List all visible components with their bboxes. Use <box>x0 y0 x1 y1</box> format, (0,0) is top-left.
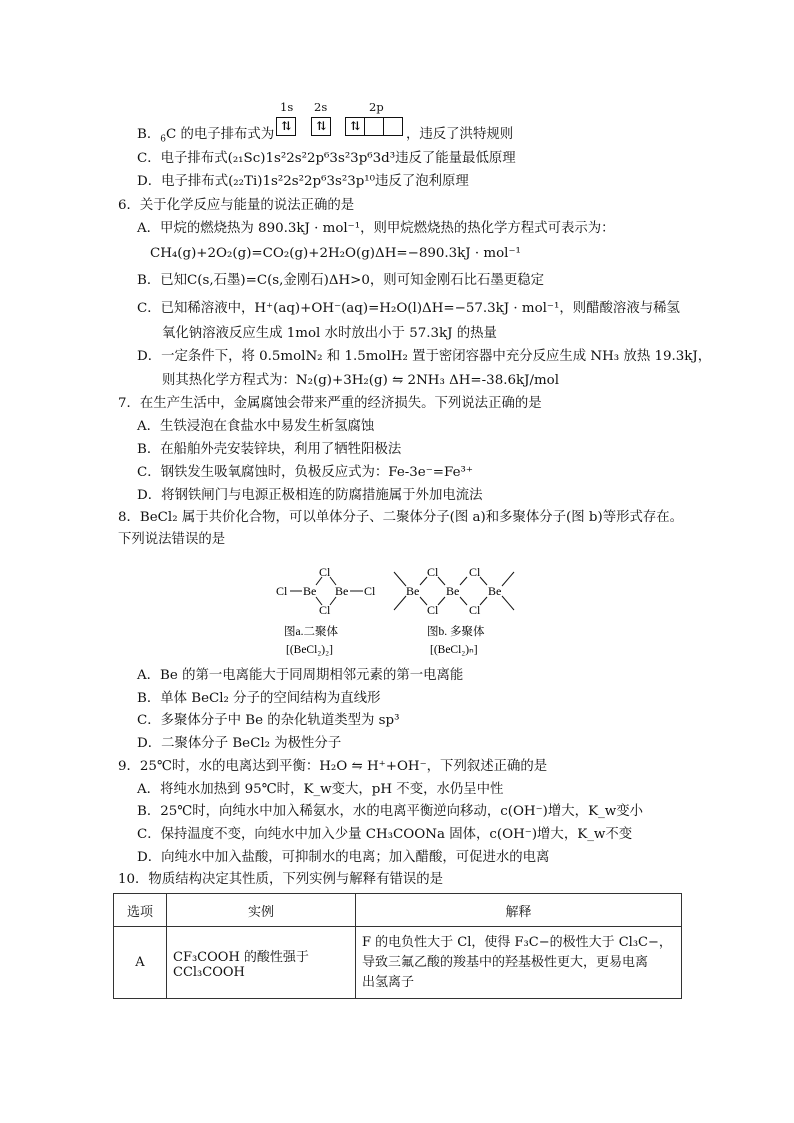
table-row <box>114 927 682 999</box>
q7-option-c: C．钢铁发生吸氧腐蚀时，负极反应式为：Fe-3e⁻=Fe³⁺ <box>137 465 473 480</box>
option-b-config <box>137 126 274 144</box>
q7-option-b: B．在船舶外壳安装锌块，利用了牺牲阳极法 <box>137 442 402 457</box>
q6-option-c-line2: 氧化钠溶液反应生成 1mol 水时放出小于 57.3kJ 的热量 <box>162 326 497 341</box>
q7-stem: 7．在生产生活中，金属腐蚀会带来严重的经济损失。下列说法正确的是 <box>118 396 542 411</box>
q9-option-d: D．向纯水中加入盐酸，可抑制水的电离；加入醋酸，可促进水的电离 <box>137 850 550 865</box>
polymer-be-2: Be <box>446 584 460 598</box>
q8-option-c: C．多聚体分子中 Be 的杂化轨道类型为 sp³ <box>137 713 400 728</box>
option-b-sub: 6 <box>160 134 166 145</box>
q8-option-b: B．单体 BeCl₂ 分子的空间结构为直线形 <box>137 691 381 706</box>
dimer-be-left: Be <box>303 584 317 598</box>
option-c-config: C．电子排布式(₂₁Sc)1s²2s²2p⁶3s²3p⁶3d³违反了能量最低原理 <box>137 151 516 166</box>
orbital-label-1s: 1s <box>280 100 294 114</box>
dimer-be-right: Be <box>335 584 349 598</box>
polymer-cl-4: Cl <box>469 603 481 617</box>
q6-option-c-line1: C．已知稀溶液中，H⁺(aq)+OH⁻(aq)=H₂O(l)ΔH=−57.3kJ · mol⁻¹，则醋酸溶液与稀氢 <box>137 301 680 316</box>
option-b-suffix: ，违反了洪特规则 <box>406 127 514 142</box>
q9-option-a: A．将纯水加热到 95℃时，K_w变大，pH 不变，水仍呈中性 <box>137 782 504 797</box>
dimer-formula: [(BeCl₂)₂] <box>286 644 333 656</box>
q8-option-a: A．Be 的第一电离能大于同周期相邻元素的第一电离能 <box>137 668 464 683</box>
orbital-label-2s: 2s <box>314 100 328 114</box>
orbital-box-2p-2 <box>364 117 384 136</box>
dimer-label: 图a.二聚体 <box>284 626 338 638</box>
row-explanation-line3: 出氢离子 <box>362 974 415 990</box>
orbital-box-2p-1: ⇅ <box>345 117 365 136</box>
orbital-box-1s: ⇅ <box>276 117 296 136</box>
q10-table <box>113 893 682 999</box>
q9-stem: 9．25℃时，水的电离达到平衡：H₂O ⇋ H⁺+OH⁻，下列叙述正确的是 <box>118 759 548 774</box>
header-explanation: 解释 <box>356 894 682 927</box>
row-explanation-line2: 导致三氟乙酸的羧基中的羟基极性更大，更易电离 <box>362 954 649 970</box>
q10-stem: 10．物质结构决定其性质，下列实例与解释有错误的是 <box>118 872 444 887</box>
header-example: 实例 <box>167 894 356 927</box>
q8-option-d: D．二聚体分子 BeCl₂ 为极性分子 <box>137 736 342 751</box>
q6-stem: 6．关于化学反应与能量的说法正确的是 <box>118 198 355 213</box>
orbital-box-2p-3 <box>383 117 403 136</box>
q6-option-b: B．已知C(s,石墨)=C(s,金刚石)ΔH>0，则可知金刚石比石墨更稳定 <box>137 273 544 288</box>
row-explanation-line1: F 的电负性大于 Cl，使得 F₃C−的极性大于 Cl₃C−， <box>362 934 672 950</box>
polymer-be-3: Be <box>488 584 502 598</box>
polymer-formula: [(BeCl₂)ₙ] <box>430 644 478 656</box>
table-header-row <box>114 894 682 927</box>
dimer-cl-top: Cl <box>319 565 331 579</box>
polymer-cl-3: Cl <box>469 565 481 579</box>
orbital-box-2s: ⇅ <box>311 117 331 136</box>
q8-stem-line2: 下列说法错误的是 <box>118 532 226 547</box>
header-option: 选项 <box>114 894 167 927</box>
q7-option-d: D．将钢铁闸门与电源正极相连的防腐措施属于外加电流法 <box>137 488 483 503</box>
becl2-structure-figure <box>270 560 530 660</box>
option-b-mid: C 的电子排布式为 <box>165 127 275 142</box>
row-option: A <box>114 927 167 999</box>
polymer-label: 图b. 多聚体 <box>427 626 485 638</box>
row-example-line2: CCl₃COOH <box>173 964 245 980</box>
q6-option-a-line2: CH₄(g)+2O₂(g)=CO₂(g)+2H₂O(g)ΔH=−890.3kJ · mol⁻¹ <box>150 246 521 261</box>
dimer-cl-bottom: Cl <box>319 603 331 617</box>
polymer-cl-2: Cl <box>427 603 439 617</box>
option-b-prefix: B． <box>137 127 161 142</box>
q6-option-d-line1: D．一定条件下，将 0.5molN₂ 和 1.5molH₂ 置于密闭容器中充分反应生成 NH₃ 放热 19.3kJ， <box>137 349 712 364</box>
row-example-line1: CF₃COOH 的酸性强于 <box>173 949 309 965</box>
row-explanation <box>356 927 682 999</box>
q9-option-b: B．25℃时，向纯水中加入稀氨水，水的电离平衡逆向移动，c(OH⁻)增大，K_w变小 <box>137 804 644 819</box>
dimer-cl-right: Cl <box>364 584 376 598</box>
row-example <box>167 927 356 999</box>
orbital-label-2p: 2p <box>369 100 384 114</box>
q9-option-c: C．保持温度不变，向纯水中加入少量 CH₃COONa 固体，c(OH⁻)增大，K_w不变 <box>137 827 633 842</box>
polymer-cl-1: Cl <box>427 565 439 579</box>
option-d-config: D．电子排布式(₂₂Ti)1s²2s²2p⁶3s²3p¹⁰违反了泡利原理 <box>137 174 469 189</box>
q6-option-d-line2: 则其热化学方程式为：N₂(g)+3H₂(g) ⇋ 2NH₃ ΔH=-38.6kJ/mol <box>162 373 560 388</box>
q6-option-a-line1: A．甲烷的燃烧热为 890.3kJ · mol⁻¹，则甲烷燃烧热的热化学方程式可表示为： <box>137 221 615 236</box>
q7-option-a: A．生铁浸泡在食盐水中易发生析氢腐蚀 <box>137 419 375 434</box>
q8-stem-line1: 8．BeCl₂ 属于共价化合物，可以单体分子、二聚体分子(图 a)和多聚体分子(图 b)等形式存在。 <box>118 510 684 525</box>
polymer-be-1: Be <box>406 584 420 598</box>
dimer-cl-left: Cl <box>276 584 288 598</box>
